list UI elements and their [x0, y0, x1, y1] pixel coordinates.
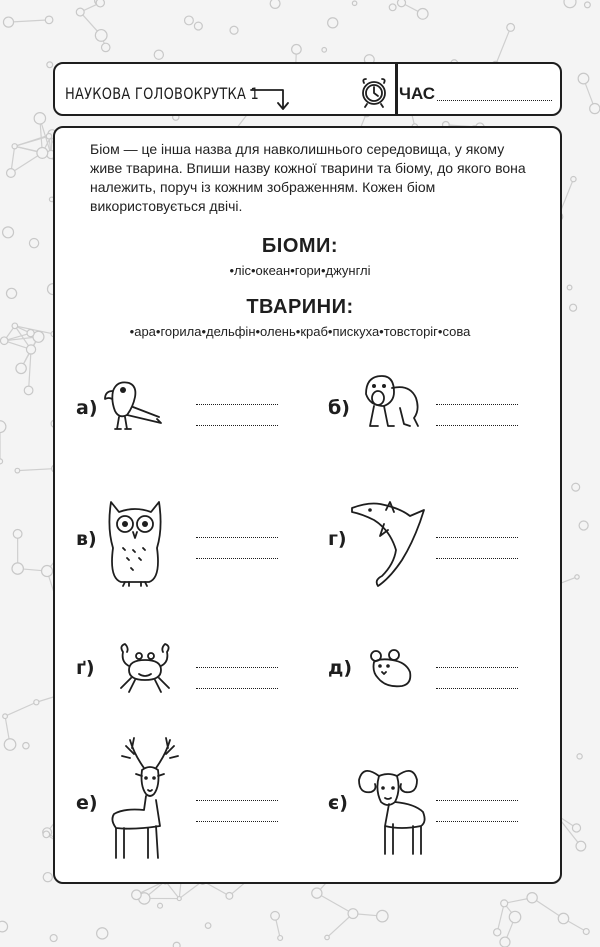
- owl-icon: [103, 498, 167, 588]
- item-letter: б): [328, 397, 350, 419]
- item-letter: а): [76, 397, 98, 419]
- gorilla-icon: [360, 372, 424, 432]
- answer-line[interactable]: [436, 667, 518, 668]
- answer-line[interactable]: [196, 404, 278, 405]
- alarm-clock-icon: [357, 76, 391, 108]
- biomes-title: БІОМИ:: [261, 235, 339, 257]
- item-letter: г): [328, 528, 347, 550]
- answer-line[interactable]: [196, 800, 278, 801]
- animals-title: ТВАРИНИ:: [246, 296, 354, 318]
- dolphin-icon: [350, 500, 432, 590]
- answer-line[interactable]: [436, 821, 518, 822]
- answer-line[interactable]: [196, 688, 278, 689]
- arrow-down-icon: [249, 84, 289, 114]
- answer-line[interactable]: [436, 558, 518, 559]
- parrot-icon: [103, 377, 167, 435]
- item-letter: в): [76, 528, 97, 550]
- answer-line[interactable]: [436, 425, 518, 426]
- item-letter: є): [328, 792, 348, 814]
- animals-list: •ара•горила•дельфін•олень•краб•пискуха•товсторіг•сова: [129, 324, 471, 339]
- header-box: [53, 62, 562, 116]
- biomes-list: •ліс•океан•гори•джунглі: [229, 263, 371, 278]
- answer-line[interactable]: [436, 537, 518, 538]
- answer-line[interactable]: [436, 688, 518, 689]
- page-title: НАУКОВА ГОЛОВОКРУТКА 1: [65, 84, 260, 103]
- item-letter: ґ): [76, 657, 95, 679]
- instructions-text: Біом — це інша назва для навколишнього середовища, у якому живе тварина. Впиши назву кожної тварини та біому, до якого вона належить, поруч із кожним зображенням. Кожен біом використовується двічі.: [90, 141, 526, 214]
- crab-icon: [115, 640, 175, 698]
- answer-line[interactable]: [196, 537, 278, 538]
- answer-line[interactable]: [436, 800, 518, 801]
- answer-line[interactable]: [196, 558, 278, 559]
- pika-icon: [368, 648, 414, 690]
- deer-icon: [104, 734, 184, 862]
- time-label: ЧАС: [399, 84, 436, 103]
- answer-line[interactable]: [196, 425, 278, 426]
- answer-line[interactable]: [436, 404, 518, 405]
- item-letter: е): [76, 792, 98, 814]
- answer-line[interactable]: [196, 821, 278, 822]
- answer-line[interactable]: [196, 667, 278, 668]
- header-divider: [395, 64, 398, 114]
- item-letter: д): [328, 657, 353, 679]
- bighorn-sheep-icon: [355, 760, 435, 860]
- time-input-line[interactable]: [437, 100, 552, 101]
